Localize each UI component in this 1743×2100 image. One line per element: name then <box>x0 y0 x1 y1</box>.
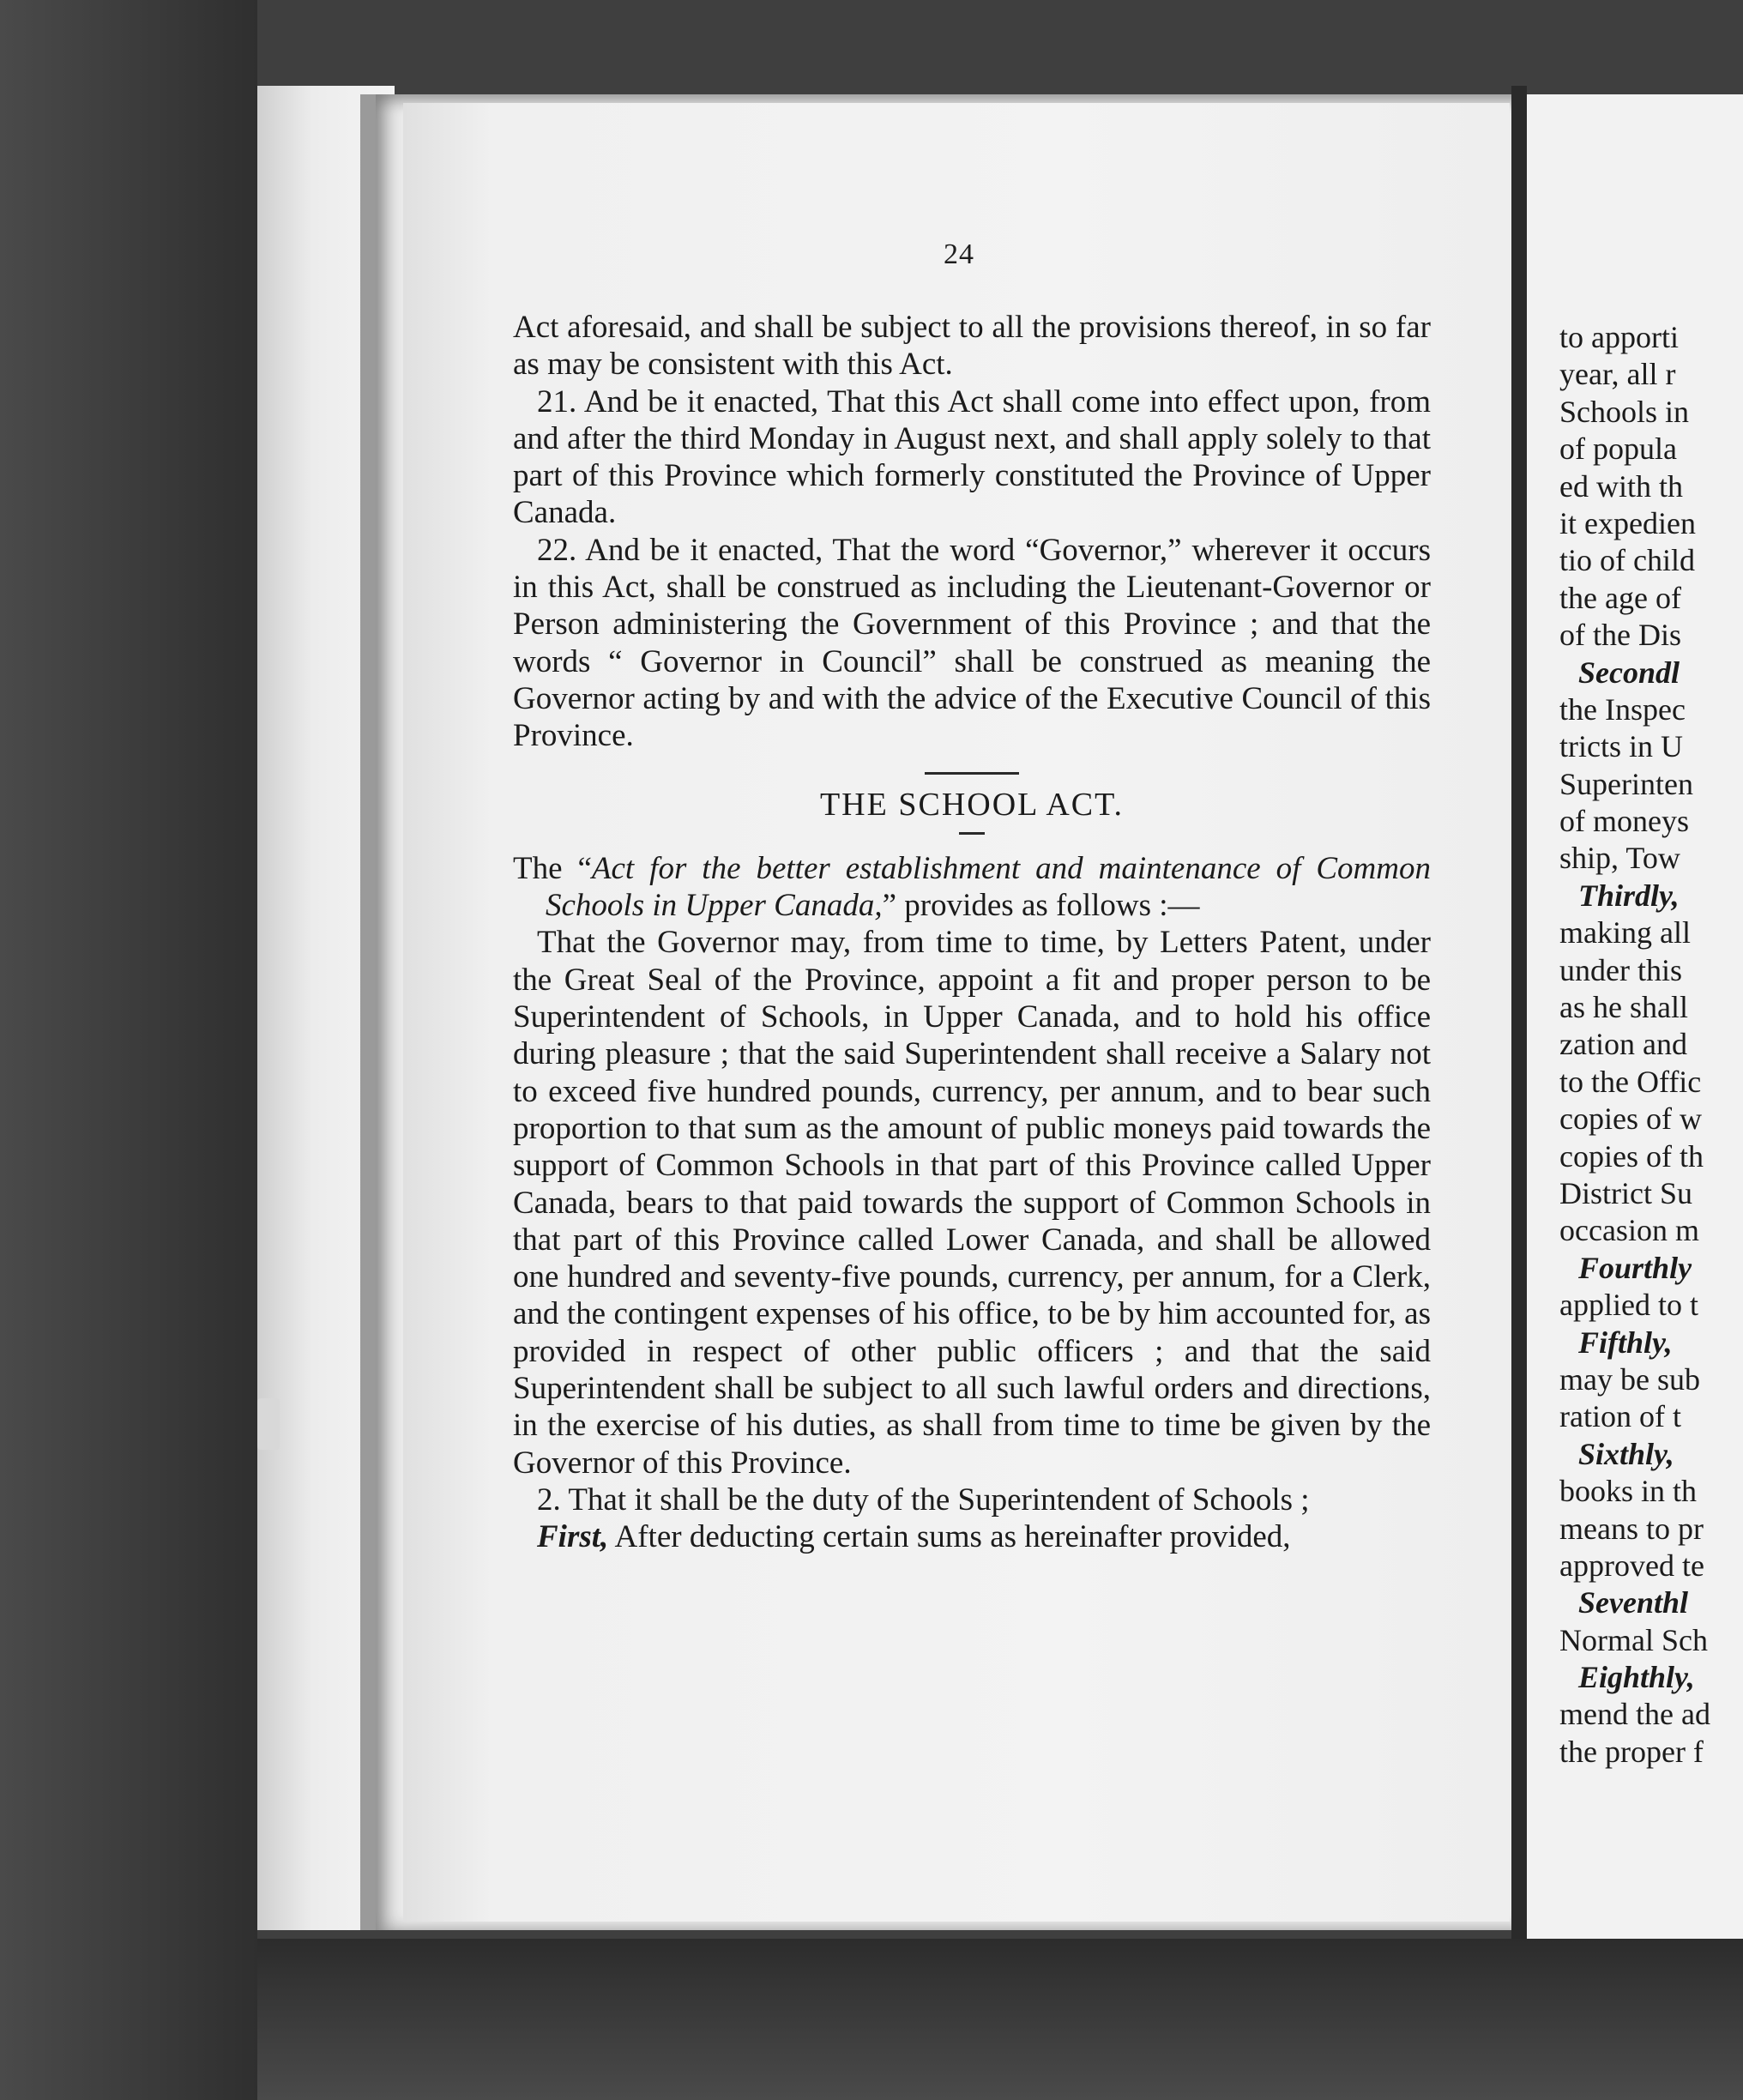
right-page-line: Sixthly, <box>1578 1436 1674 1471</box>
film-border-left <box>0 0 257 2100</box>
governor-paragraph: That the Governor may, from time to time, by Letters Patent, under the Great Seal of the Province, appoint a fit and proper person to be Superintendent of Schools, in Upper Canada, and to hold his office during pleasure ; that the said Superintendent shall receive a Salary not to exceed five hundred pounds, currency, per annum, and to bear such proportion to that sum as the amount of public moneys paid towards the support of Common Schools in that part of this Province called Upper Canada, bears to that paid towards the support of Common Schools in that part of this Province called Lower Canada, and shall be allowed one hundred and seventy-five pounds, currency, per annum, for a Clerk, and the contingent expenses of his office, to be by him accounted for, as provided in respect of other public officers ; and that the said Superintendent shall be subject to all such lawful orders and directions, in the exercise of his duties, as shall from time to time be given by the Governor of this Province. <box>513 925 1431 1481</box>
right-page-line: the Inspec <box>1559 691 1686 727</box>
right-page-line: year, all r <box>1559 357 1676 392</box>
page-number: 24 <box>944 238 974 270</box>
right-page-line: District Su <box>1559 1175 1693 1210</box>
right-page-line: zation and <box>1559 1027 1687 1062</box>
page-gutter <box>1511 86 1527 1939</box>
first-label: First, <box>537 1519 609 1555</box>
right-page-line: Schools in <box>1559 394 1690 429</box>
right-page-line: Superinten <box>1559 766 1693 801</box>
divider-dash <box>959 832 985 835</box>
first-clause <box>513 1518 1431 1555</box>
right-page-line: occasion m <box>1559 1213 1699 1248</box>
right-page-line: ed with th <box>1559 468 1683 504</box>
first-text: After deducting certain sums as hereinafter provided, <box>608 1519 1291 1555</box>
right-page-line: means to pr <box>1559 1511 1704 1546</box>
right-page-line: Fourthly <box>1578 1250 1692 1285</box>
right-page-line: to the Offic <box>1559 1064 1702 1099</box>
section-21: 21. And be it enacted, That this Act shall come into effect upon, from and after the third Monday in August next, and shall apply solely to that part of this Province which formerly constituted the Province of Upper Canada. <box>513 383 1431 531</box>
right-page-line: tio of child <box>1559 543 1695 578</box>
right-page-text <box>1559 319 1743 1771</box>
right-page-line: as he shall <box>1559 990 1688 1025</box>
section-22: 22. And be it enacted, That the word “Governor,” wherever it occurs in this Act, shall be construed as including the Lieutenant-Governor or Person administering the Government of this Province ; and that the words “ Governor in Council” shall be construed as meaning the Governor acting by and with the advice of the Executive Council of this Province. <box>513 532 1431 754</box>
right-page-line: Fifthly, <box>1578 1325 1673 1360</box>
right-page-line: copies of w <box>1559 1101 1702 1137</box>
right-page-line: Normal Sch <box>1559 1622 1708 1657</box>
section-2: 2. That it shall be the duty of the Superintendent of Schools ; <box>537 1481 1310 1518</box>
right-page-line: under this <box>1559 952 1682 987</box>
right-page-line: Seventhl <box>1578 1585 1689 1620</box>
film-border-bottom <box>257 1939 1743 2100</box>
right-page-line: ration of t <box>1559 1399 1681 1434</box>
section-title: THE SCHOOL ACT. <box>819 786 1125 823</box>
paragraph-continuation: Act aforesaid, and shall be subject to all the provisions thereof, in so far as may be consistent with this Act. <box>513 310 1431 383</box>
right-page-line: copies of th <box>1559 1138 1704 1174</box>
right-page-line: mend the ad <box>1559 1697 1710 1732</box>
right-page-line: tricts in U <box>1559 729 1683 764</box>
paper-tab <box>257 1398 280 1450</box>
right-page-line: Thirdly, <box>1578 878 1680 913</box>
right-page-line: applied to t <box>1559 1288 1698 1323</box>
right-page-line: it expedien <box>1559 505 1696 540</box>
divider-rule <box>925 772 1019 775</box>
right-page-line: approved te <box>1559 1548 1704 1583</box>
right-page-line: Secondl <box>1578 655 1680 690</box>
right-page-line: may be sub <box>1559 1361 1700 1397</box>
left-page-text <box>513 309 1431 1556</box>
right-page-line: the proper f <box>1559 1734 1704 1769</box>
right-page-line: ship, Tow <box>1559 841 1680 876</box>
intro-prefix: The “ <box>513 850 592 886</box>
right-page-line: Eighthly, <box>1578 1660 1695 1695</box>
right-page-line: books in th <box>1559 1474 1698 1509</box>
right-page-line: to apporti <box>1559 320 1679 354</box>
right-page-line: making all <box>1559 915 1691 950</box>
right-page-line: of popula <box>1559 431 1677 467</box>
right-page-line: the age of <box>1559 580 1681 615</box>
right-page-line: of moneys <box>1559 804 1689 839</box>
intro-suffix: ” provides as follows :— <box>882 888 1200 924</box>
intro-paragraph <box>513 850 1431 925</box>
right-page-line: of the Dis <box>1559 618 1681 653</box>
act-title-italic: Act for the better establishment and maintenance of Common Schools in Upper Canada, <box>546 850 1431 924</box>
